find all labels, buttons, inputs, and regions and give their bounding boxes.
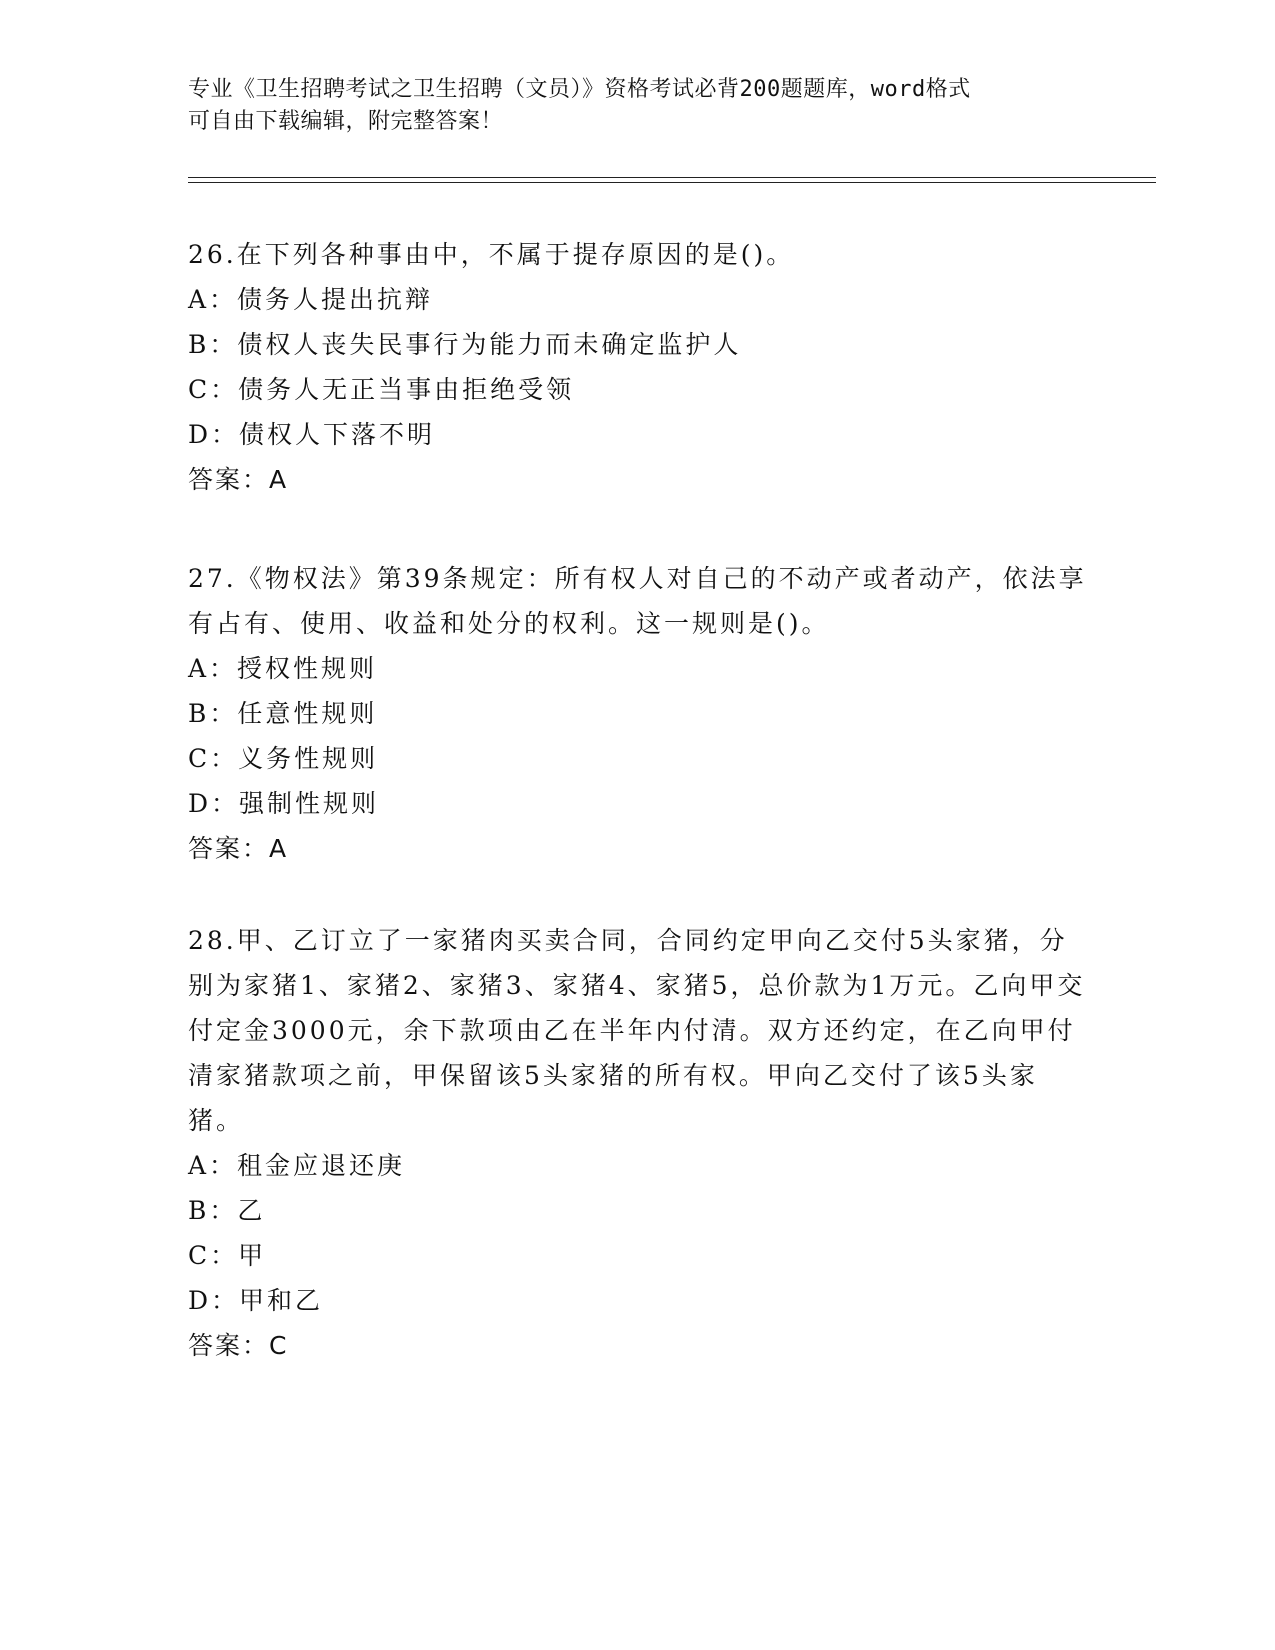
option-d: D：债权人下落不明 [188, 420, 436, 449]
document-header [188, 74, 1088, 138]
question-27 [188, 556, 1088, 871]
option-d: D：甲和乙 [188, 1286, 324, 1315]
option-c: C：义务性规则 [188, 744, 379, 773]
header-divider-top [188, 177, 1156, 178]
header-line-2: 可自由下载编辑，附完整答案！ [188, 109, 504, 134]
answer: 答案：C [188, 1331, 289, 1360]
question-28 [188, 918, 1088, 1368]
option-b: B：乙 [188, 1196, 266, 1225]
header-divider-bottom [188, 182, 1156, 183]
question-stem: 28.甲、乙订立了一家猪肉买卖合同，合同约定甲向乙交付5头家猪，分别为家猪1、家猪2、家猪3、家猪4、家猪5，总价款为1万元。乙向甲交付定金3000元，余下款项由乙在半年内付清。双方还约定，在乙向甲付清家猪款项之前，甲保留该5头家猪的所有权。甲向乙交付了该5头家猪。 [188, 926, 1086, 1135]
header-line-1: 专业《卫生招聘考试之卫生招聘（文员）》资格考试必背200题题库，word格式 [188, 77, 971, 102]
question-stem: 27.《物权法》第39条规定：所有权人对自己的不动产或者动产，依法享有占有、使用、收益和处分的权利。这一规则是()。 [188, 564, 1087, 638]
option-a: A：租金应退还庚 [188, 1151, 406, 1180]
answer: 答案：A [188, 834, 289, 863]
question-26 [188, 232, 1088, 502]
option-b: B：任意性规则 [188, 699, 378, 728]
option-list [188, 277, 1088, 457]
option-b: B：债权人丧失民事行为能力而未确定监护人 [188, 330, 742, 359]
option-list [188, 646, 1088, 826]
option-c: C：债务人无正当事由拒绝受领 [188, 375, 575, 404]
option-a: A：授权性规则 [188, 654, 378, 683]
question-stem: 26.在下列各种事由中，不属于提存原因的是()。 [188, 240, 795, 269]
option-list [188, 1143, 1088, 1323]
answer: 答案：A [188, 465, 289, 494]
option-c: C：甲 [188, 1241, 267, 1270]
option-d: D：强制性规则 [188, 789, 380, 818]
option-a: A：债务人提出抗辩 [188, 285, 434, 314]
